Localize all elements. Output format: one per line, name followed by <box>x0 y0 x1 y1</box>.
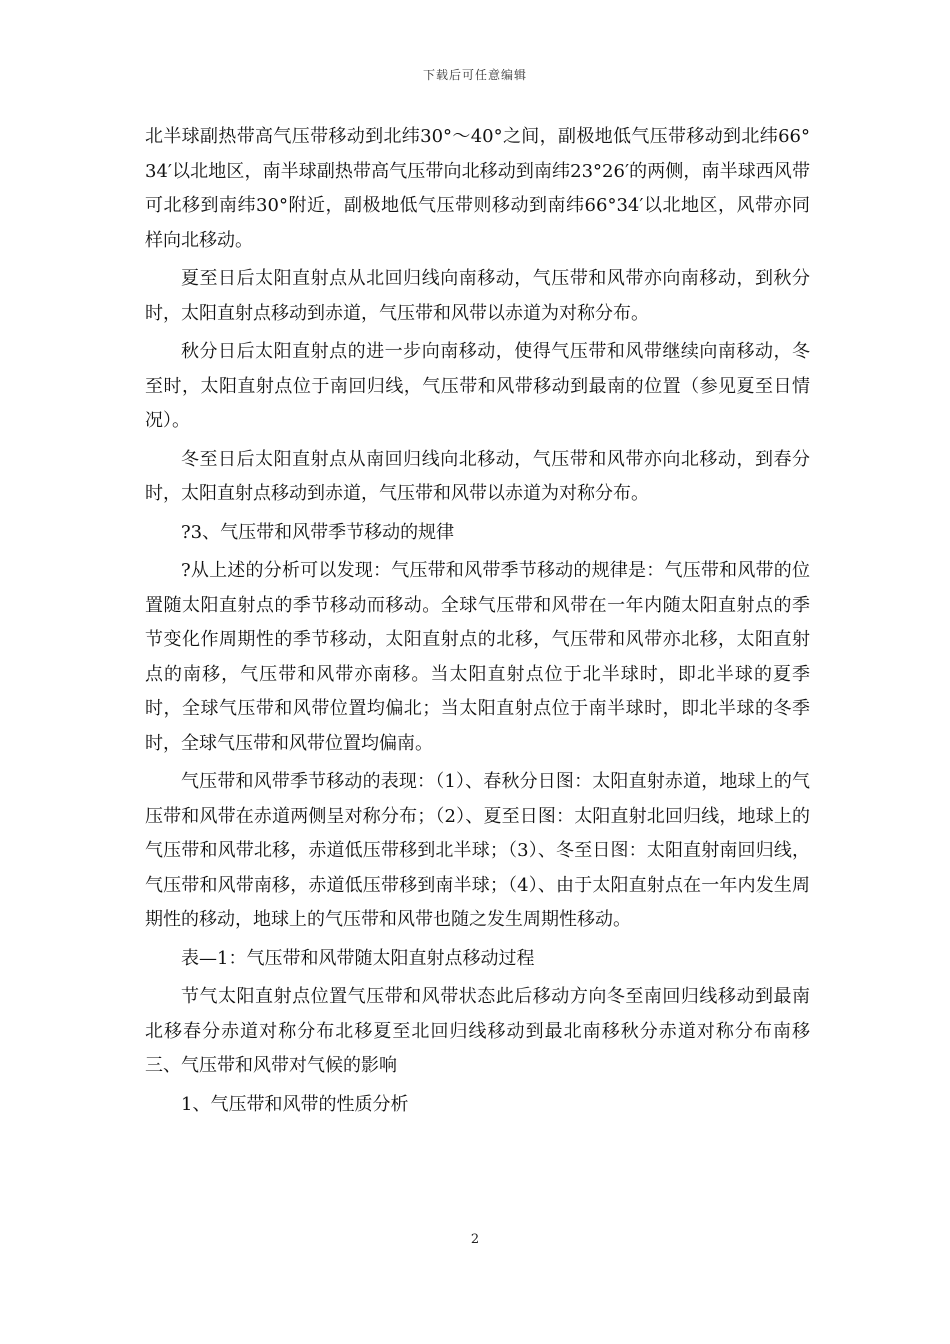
paragraph-seasonal-manifestation: 气压带和风带季节移动的表现：（1）、春秋分日图：太阳直射赤道，地球上的气压带和风带在赤道两侧呈对称分布；（2）、夏至日图：太阳直射北回归线，地球上的气压带和风带北移，赤道低压带移到北半球；（3）、冬至日图：太阳直射南回归线，气压带和风带南移，赤道低压带移到南半球；（4）、由于太阳直射点在一年内发生周期性的移动，地球上的气压带和风带也随之发生周期性移动。 <box>145 771 810 930</box>
paragraph-seasonal-rule: ?从上述的分析可以发现：气压带和风带季节移动的规律是：气压带和风带的位置随太阳直射点的季节移动而移动。全球气压带和风带在一年内随太阳直射点的季节变化作周期性的季节移动，太阳直射点的北移，气压带和风带亦北移，太阳直射点的南移，气压带和风带亦南移。当太阳直射点位于北半球时，即北半球的夏季时，全球气压带和风带位置均偏北；当太阳直射点位于南半球时，即北半球的冬季时，全球气压带和风带位置均偏南。 <box>145 560 810 754</box>
paragraph-after-autumn-equinox: 秋分日后太阳直射点的进一步向南移动，使得气压带和风带继续向南移动，冬至时，太阳直射点位于南回归线，气压带和风带移动到最南的位置（参见夏至日情况）。 <box>145 341 810 431</box>
paragraph-after-winter-solstice: 冬至日后太阳直射点从南回归线向北移动，气压带和风带亦向北移动，到春分时，太阳直射点移动到赤道，气压带和风带以赤道为对称分布。 <box>145 448 810 504</box>
table-caption: 表—1：气压带和风带随太阳直射点移动过程 <box>181 947 535 969</box>
paragraph-table-content: 节气太阳直射点位置气压带和风带状态此后移动方向冬至南回归线移动到最南北移春分赤道对称分布北移夏至北回归线移动到最北南移秋分赤道对称分布南移三、气压带和风带对气候的影响 <box>145 986 810 1076</box>
header-note: 下载后可任意编辑 <box>422 68 527 82</box>
paragraph-after-summer-solstice: 夏至日后太阳直射点从北回归线向南移动，气压带和风带亦向南移动，到秋分时，太阳直射点移动到赤道，气压带和风带以赤道为对称分布。 <box>145 268 810 324</box>
document-body <box>145 120 810 1126</box>
page-number: 2 <box>470 1232 480 1247</box>
section-heading-seasonal-rule: ?3、气压带和风带季节移动的规律 <box>181 521 455 543</box>
paragraph-pressure-belts-north: 北半球副热带高气压带移动到北纬30°～40°之间，副极地低气压带移动到北纬66°34′以北地区，南半球副热带高气压带向北移动到南纬23°26′的两侧，南半球西风带可北移到南纬30°附近，副极地低气压带则移动到南纬66°34′以北地区，风带亦同样向北移动。 <box>145 126 810 251</box>
section-heading-properties: 1、气压带和风带的性质分析 <box>181 1093 409 1115</box>
